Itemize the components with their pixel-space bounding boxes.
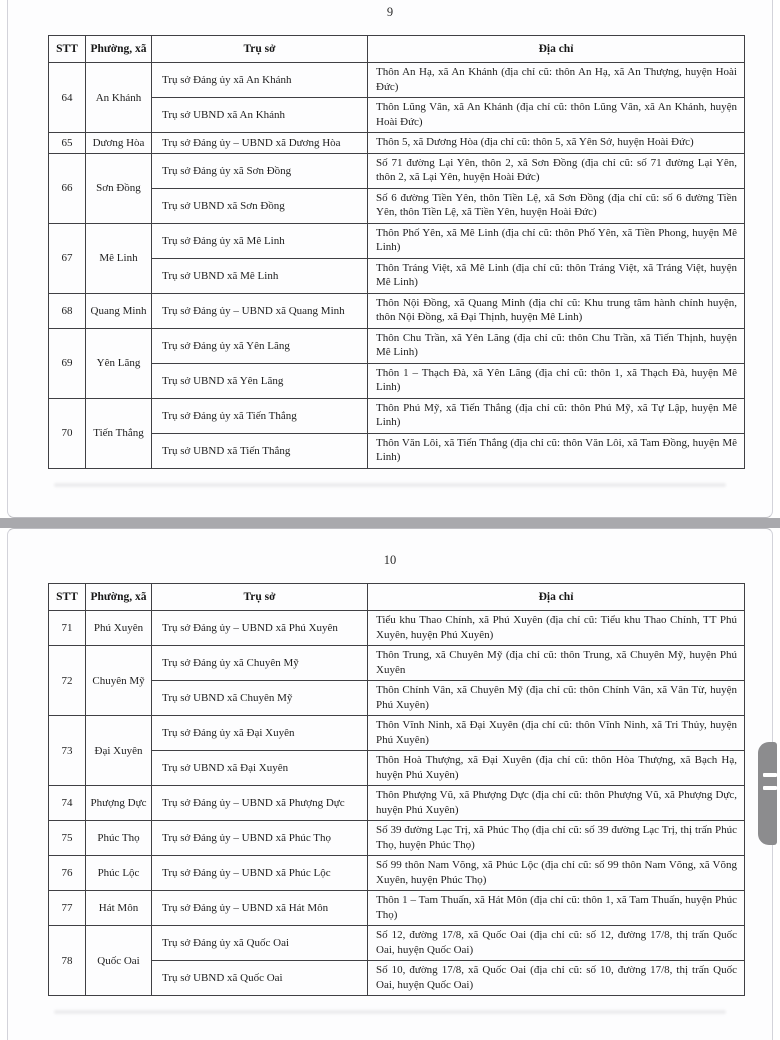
office-cell: Trụ sở UBND xã Yên Lãng — [152, 363, 368, 398]
scrollbar-drag-handle-icon[interactable] — [758, 742, 777, 845]
office-cell: Trụ sở UBND xã Mê Linh — [152, 258, 368, 293]
page-gap — [0, 518, 780, 528]
grip-line-icon — [763, 773, 777, 777]
header-row — [49, 584, 745, 611]
column-header-3: Địa chỉ — [368, 584, 745, 611]
table-row — [49, 328, 745, 363]
ward-cell: Chuyên Mỹ — [86, 646, 152, 716]
office-cell: Trụ sở UBND xã Đại Xuyên — [152, 751, 368, 786]
table-row — [49, 293, 745, 328]
ward-cell: An Khánh — [86, 63, 152, 133]
stt-cell: 66 — [49, 153, 86, 223]
table-row — [49, 961, 745, 996]
address-cell: Thôn 5, xã Dương Hòa (địa chỉ cũ: thôn 5, xã Yên Sở, huyện Hoài Đức) — [368, 133, 745, 154]
ward-cell: Dương Hòa — [86, 133, 152, 154]
office-cell: Trụ sở UBND xã Tiến Thắng — [152, 433, 368, 468]
ward-cell: Quốc Oai — [86, 926, 152, 996]
ward-cell: Hát Môn — [86, 891, 152, 926]
offices-table-page-10 — [48, 583, 745, 996]
stt-cell: 65 — [49, 133, 86, 154]
column-header-3: Địa chỉ — [368, 36, 745, 63]
stt-cell: 73 — [49, 716, 86, 786]
office-cell: Trụ sở Đảng ủy xã Đại Xuyên — [152, 716, 368, 751]
office-cell: Trụ sở Đảng ủy – UBND xã Phúc Lộc — [152, 856, 368, 891]
office-cell: Trụ sở Đảng ủy xã Sơn Đồng — [152, 153, 368, 188]
office-cell: Trụ sở UBND xã Chuyên Mỹ — [152, 681, 368, 716]
address-cell: Thôn Chu Trần, xã Yên Lãng (địa chỉ cũ: thôn Chu Trần, xã Tiến Thịnh, huyện Mê Linh) — [368, 328, 745, 363]
ward-cell: Tiến Thắng — [86, 398, 152, 468]
stt-cell: 74 — [49, 786, 86, 821]
address-cell: Số 6 đường Tiền Yên, thôn Tiền Lệ, xã Sơn Đồng (địa chỉ cũ: số 6 đường Tiền Yên, thôn Tiền Lệ, xã Tiền Yên, huyện Hoài Đức) — [368, 188, 745, 223]
address-cell: Thôn Vĩnh Ninh, xã Đại Xuyên (địa chỉ cũ: thôn Vĩnh Ninh, xã Tri Thủy, huyện Phú Xuyên) — [368, 716, 745, 751]
stt-cell: 78 — [49, 926, 86, 996]
office-cell: Trụ sở UBND xã An Khánh — [152, 98, 368, 133]
stt-cell: 75 — [49, 821, 86, 856]
address-cell: Thôn Trung, xã Chuyên Mỹ (địa chỉ cũ: thôn Trung, xã Chuyên Mỹ, huyện Phú Xuyên — [368, 646, 745, 681]
stt-cell: 77 — [49, 891, 86, 926]
office-cell: Trụ sở Đảng ủy xã An Khánh — [152, 63, 368, 98]
header-row — [49, 36, 745, 63]
ward-cell: Mê Linh — [86, 223, 152, 293]
office-cell: Trụ sở Đảng ủy xã Mê Linh — [152, 223, 368, 258]
stt-cell: 69 — [49, 328, 86, 398]
ward-cell: Phượng Dực — [86, 786, 152, 821]
address-cell: Thôn 1 – Tam Thuấn, xã Hát Môn (địa chỉ cũ: thôn 1, xã Tam Thuấn, huyện Phúc Thọ) — [368, 891, 745, 926]
address-cell: Thôn Văn Lôi, xã Tiến Thắng (địa chỉ cũ: thôn Văn Lôi, xã Tam Đồng, huyện Mê Linh) — [368, 433, 745, 468]
office-cell: Trụ sở Đảng ủy – UBND xã Hát Môn — [152, 891, 368, 926]
address-cell: Thôn Phú Mỹ, xã Tiến Thắng (địa chỉ cũ: thôn Phú Mỹ, xã Tự Lập, huyện Mê Linh) — [368, 398, 745, 433]
page-9 — [7, 0, 773, 518]
table-header — [49, 584, 745, 611]
address-cell: Số 71 đường Lại Yên, thôn 2, xã Sơn Đồng (địa chỉ cũ: số 71 đường Lại Yên, thôn 2, xã Lại Yên, huyện Hoài Đức) — [368, 153, 745, 188]
address-cell: Thôn Chính Vân, xã Chuyên Mỹ (địa chỉ cũ: thôn Chính Vân, xã Vân Từ, huyện Phú Xuyên) — [368, 681, 745, 716]
ward-cell: Sơn Đồng — [86, 153, 152, 223]
stt-cell: 71 — [49, 611, 86, 646]
scan-artifact — [54, 1010, 726, 1014]
office-cell: Trụ sở Đảng ủy – UBND xã Phượng Dực — [152, 786, 368, 821]
scan-artifact — [54, 483, 726, 487]
stt-cell: 68 — [49, 293, 86, 328]
office-cell: Trụ sở Đảng ủy – UBND xã Phú Xuyên — [152, 611, 368, 646]
ward-cell: Phú Xuyên — [86, 611, 152, 646]
table-row — [49, 926, 745, 961]
table-row — [49, 786, 745, 821]
office-cell: Trụ sở UBND xã Sơn Đồng — [152, 188, 368, 223]
table-row — [49, 681, 745, 716]
address-cell: Thôn An Hạ, xã An Khánh (địa chỉ cũ: thôn An Hạ, xã An Thượng, huyện Hoài Đức) — [368, 63, 745, 98]
table-row — [49, 63, 745, 98]
ward-cell: Đại Xuyên — [86, 716, 152, 786]
table-row — [49, 433, 745, 468]
stt-cell: 64 — [49, 63, 86, 133]
offices-table-page-9 — [48, 35, 745, 469]
address-cell: Thôn Tráng Việt, xã Mê Linh (địa chỉ cũ: thôn Tráng Việt, xã Tráng Việt, huyện Mê Linh) — [368, 258, 745, 293]
office-cell: Trụ sở Đảng ủy xã Yên Lãng — [152, 328, 368, 363]
table-row — [49, 363, 745, 398]
stt-cell: 67 — [49, 223, 86, 293]
address-cell: Thôn Lũng Vân, xã An Khánh (địa chỉ cũ: thôn Lũng Vân, xã An Khánh, huyện Hoài Đức) — [368, 98, 745, 133]
stt-cell: 72 — [49, 646, 86, 716]
table-header — [49, 36, 745, 63]
table-row — [49, 153, 745, 188]
table-row — [49, 611, 745, 646]
address-cell: Số 39 đường Lạc Trị, xã Phúc Thọ (địa chỉ cũ: số 39 đường Lạc Trị, thị trấn Phúc Thọ, huyện Phúc Thọ) — [368, 821, 745, 856]
table-row — [49, 856, 745, 891]
office-cell: Trụ sở Đảng ủy xã Tiến Thắng — [152, 398, 368, 433]
address-cell: Số 12, đường 17/8, xã Quốc Oai (địa chỉ cũ: số 12, đường 17/8, thị trấn Quốc Oai, huyện Quốc Oai) — [368, 926, 745, 961]
table-row — [49, 821, 745, 856]
table-body — [49, 611, 745, 996]
table-row — [49, 133, 745, 154]
column-header-1: Phường, xã — [86, 584, 152, 611]
address-cell: Số 10, đường 17/8, xã Quốc Oai (địa chỉ cũ: số 10, đường 17/8, thị trấn Quốc Oai, huyện Quốc Oai) — [368, 961, 745, 996]
column-header-1: Phường, xã — [86, 36, 152, 63]
stt-cell: 70 — [49, 398, 86, 468]
page-10 — [7, 528, 773, 1040]
office-cell: Trụ sở Đảng ủy – UBND xã Phúc Thọ — [152, 821, 368, 856]
column-header-0: STT — [49, 584, 86, 611]
table-row — [49, 398, 745, 433]
ward-cell: Phúc Thọ — [86, 821, 152, 856]
ward-cell: Yên Lãng — [86, 328, 152, 398]
office-cell: Trụ sở UBND xã Quốc Oai — [152, 961, 368, 996]
table-row — [49, 646, 745, 681]
table-row — [49, 258, 745, 293]
address-cell: Thôn Nội Đồng, xã Quang Minh (địa chỉ cũ: Khu trung tâm hành chính huyện, thôn Nội Đồng, xã Đại Thịnh, huyện Mê Linh) — [368, 293, 745, 328]
grip-line-icon — [763, 786, 777, 790]
table-row — [49, 188, 745, 223]
page-number: 10 — [383, 553, 397, 567]
column-header-2: Trụ sở — [152, 584, 368, 611]
office-cell: Trụ sở Đảng ủy – UBND xã Dương Hòa — [152, 133, 368, 154]
address-cell: Thôn Phố Yên, xã Mê Linh (địa chỉ cũ: thôn Phố Yên, xã Tiền Phong, huyện Mê Linh) — [368, 223, 745, 258]
address-cell: Số 99 thôn Nam Võng, xã Phúc Lộc (địa chỉ cũ: số 99 thôn Nam Võng, xã Võng Xuyên, huyện Phúc Thọ) — [368, 856, 745, 891]
table-row — [49, 716, 745, 751]
table-body — [49, 63, 745, 469]
ward-cell: Phúc Lộc — [86, 856, 152, 891]
address-cell: Tiểu khu Thao Chính, xã Phú Xuyên (địa chỉ cũ: Tiểu khu Thao Chính, TT Phú Xuyên, huyện Phú Xuyên) — [368, 611, 745, 646]
table-row — [49, 751, 745, 786]
office-cell: Trụ sở Đảng ủy xã Chuyên Mỹ — [152, 646, 368, 681]
page-number: 9 — [386, 5, 394, 19]
ward-cell: Quang Minh — [86, 293, 152, 328]
column-header-0: STT — [49, 36, 86, 63]
table-row — [49, 223, 745, 258]
table-row — [49, 98, 745, 133]
column-header-2: Trụ sở — [152, 36, 368, 63]
stt-cell: 76 — [49, 856, 86, 891]
office-cell: Trụ sở Đảng ủy – UBND xã Quang Minh — [152, 293, 368, 328]
office-cell: Trụ sở Đảng ủy xã Quốc Oai — [152, 926, 368, 961]
address-cell: Thôn Phượng Vũ, xã Phượng Dực (địa chỉ cũ: thôn Phượng Vũ, xã Phượng Dực, huyện Phú Xuyên) — [368, 786, 745, 821]
table-row — [49, 891, 745, 926]
address-cell: Thôn 1 – Thạch Đà, xã Yên Lãng (địa chỉ cũ: thôn 1, xã Thạch Đà, huyện Mê Linh) — [368, 363, 745, 398]
address-cell: Thôn Hoà Thượng, xã Đại Xuyên (địa chỉ cũ: thôn Hòa Thượng, xã Bạch Hạ, huyện Phú Xuyên) — [368, 751, 745, 786]
